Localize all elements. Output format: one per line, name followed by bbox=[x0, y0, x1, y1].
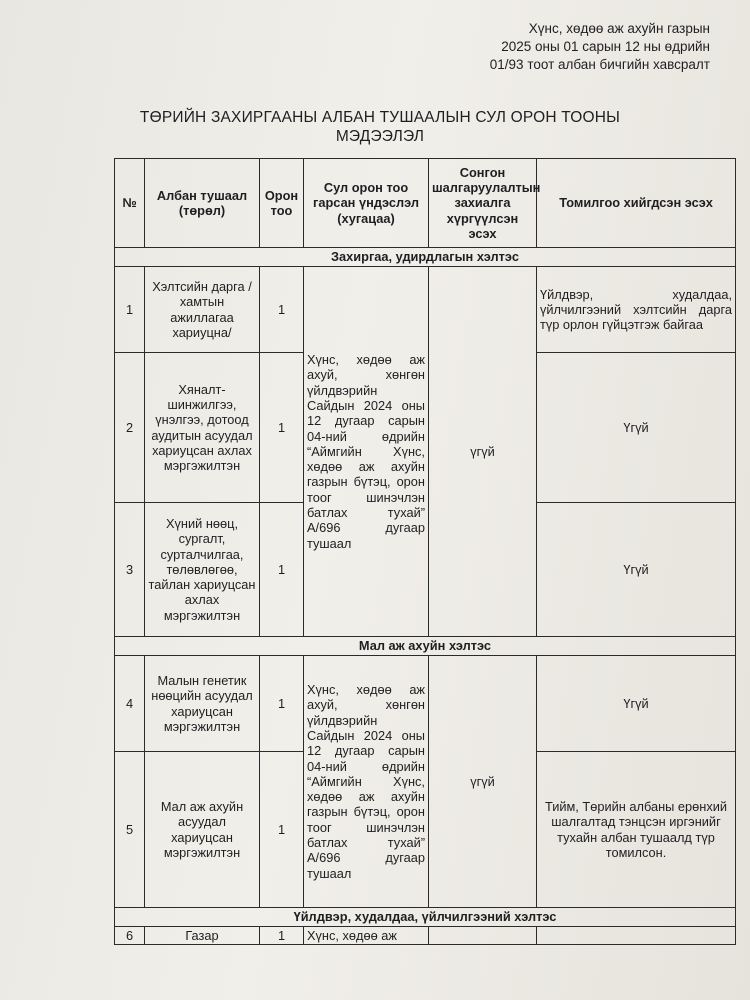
header-line-1: Хүнс, хөдөө аж ахуйн газрын bbox=[528, 21, 710, 36]
row-basis: Хүнс, хөдөө аж bbox=[304, 927, 429, 945]
row-basis: Хүнс, хөдөө аж ахуй, хөнгөн үйлдвэрийн Сайдын 2024 оны 12 дугаар сарын 04-ний өдрийн “Аймгийн Хүнс, хөдөө аж ахуйн газрын бүтэц, орон тоог шинэчлэн батлах тухай” А/696 дугаар тушаал bbox=[304, 656, 429, 908]
col-header-order-sent: Сонгон шалгаруулалтын захиалга хүргүүлсэн эсэх bbox=[429, 159, 537, 248]
section-title: Мал аж ахуйн хэлтэс bbox=[115, 637, 736, 656]
document-title bbox=[100, 108, 660, 146]
row-position: Газар bbox=[145, 927, 260, 945]
row-count: 1 bbox=[260, 656, 304, 752]
row-number: 5 bbox=[115, 752, 145, 908]
row-order-sent: үгүй bbox=[429, 656, 537, 908]
row-number: 4 bbox=[115, 656, 145, 752]
row-number: 2 bbox=[115, 353, 145, 503]
row-count: 1 bbox=[260, 267, 304, 353]
row-basis: Хүнс, хөдөө аж ахуй, хөнгөн үйлдвэрийн Сайдын 2024 оны 12 дугаар сарын 04-ний өдрийн “Аймгийн Хүнс, хөдөө аж ахуйн газрын бүтэц, орон тоог шинэчлэн батлах тухай” А/696 дугаар тушаал bbox=[304, 267, 429, 637]
header-line-2: 2025 оны 01 сарын 12 ны өдрийн bbox=[501, 39, 710, 54]
col-header-number: № bbox=[115, 159, 145, 248]
row-appointed: Үгүй bbox=[537, 656, 736, 752]
col-header-position: Албан тушаал (төрөл) bbox=[145, 159, 260, 248]
row-position: Хүний нөөц, сургалт, сурталчилгаа, төлөвлөгөө, тайлан хариуцсан ахлах мэргэжилтэн bbox=[145, 503, 260, 637]
col-header-basis: Сул орон тоо гарсан үндэслэл (хугацаа) bbox=[304, 159, 429, 248]
row-order-sent: үгүй bbox=[429, 267, 537, 637]
row-position: Малын генетик нөөцийн асуудал хариуцсан мэргэжилтэн bbox=[145, 656, 260, 752]
row-appointed: Үйлдвэр, худалдаа, үйлчилгээний хэлтсийн дарга түр орлон гүйцэтгэж байгаа bbox=[537, 267, 736, 353]
row-appointed: Үгүй bbox=[537, 353, 736, 503]
row-number: 6 bbox=[115, 927, 145, 945]
row-appointed bbox=[537, 927, 736, 945]
vacancy-table bbox=[114, 158, 736, 945]
table-row bbox=[115, 927, 736, 945]
section-title: Захиргаа, удирдлагын хэлтэс bbox=[115, 248, 736, 267]
header-line-3: 01/93 тоот албан бичгийн хавсралт bbox=[489, 57, 710, 72]
section-row bbox=[115, 248, 736, 267]
col-header-appointed: Томилгоо хийгдсэн эсэх bbox=[537, 159, 736, 248]
row-position: Мал аж ахуйн асуудал хариуцсан мэргэжилтэн bbox=[145, 752, 260, 908]
row-count: 1 bbox=[260, 503, 304, 637]
row-count: 1 bbox=[260, 353, 304, 503]
section-row bbox=[115, 637, 736, 656]
section-row bbox=[115, 908, 736, 927]
row-count: 1 bbox=[260, 752, 304, 908]
row-number: 1 bbox=[115, 267, 145, 353]
row-appointed: Үгүй bbox=[537, 503, 736, 637]
table-header-row bbox=[115, 159, 736, 248]
section-title: Үйлдвэр, худалдаа, үйлчилгээний хэлтэс bbox=[115, 908, 736, 927]
row-position: Хэлтсийн дарга /хамтын ажиллагаа хариуцна/ bbox=[145, 267, 260, 353]
row-position: Хяналт-шинжилгээ, үнэлгээ, дотоод аудитын асуудал хариуцсан ахлах мэргэжилтэн bbox=[145, 353, 260, 503]
row-order-sent bbox=[429, 927, 537, 945]
row-count: 1 bbox=[260, 927, 304, 945]
table-row bbox=[115, 656, 736, 752]
col-header-count: Орон тоо bbox=[260, 159, 304, 248]
title-line-2: МЭДЭЭЛЭЛ bbox=[335, 128, 425, 145]
row-appointed: Тийм, Төрийн албаны ерөнхий шалгалтад тэнцсэн иргэнийг тухайн албан тушаалд түр томилсон. bbox=[537, 752, 736, 908]
attachment-header bbox=[490, 20, 710, 74]
table-row bbox=[115, 267, 736, 353]
row-number: 3 bbox=[115, 503, 145, 637]
title-line-1: ТӨРИЙН ЗАХИРГААНЫ АЛБАН ТУШААЛЫН СУЛ ОРОН ТООНЫ bbox=[139, 109, 621, 126]
